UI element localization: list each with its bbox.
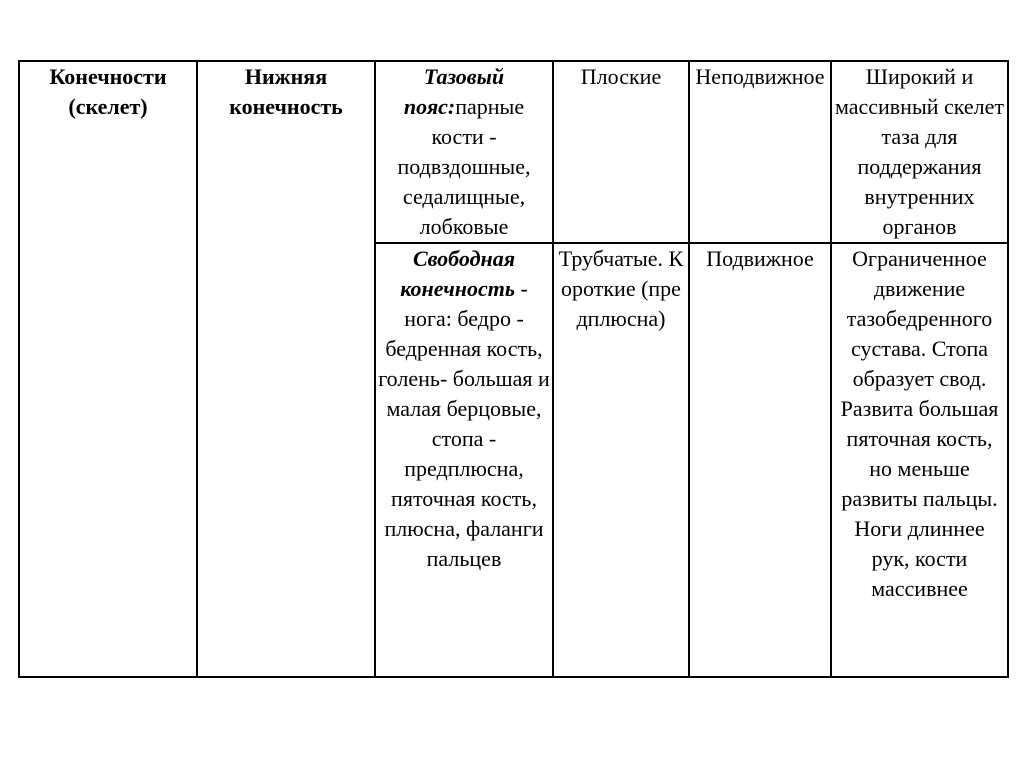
pelvic-connection-cell — [689, 61, 831, 243]
free-connection-cell — [689, 243, 831, 677]
skeleton-table — [18, 60, 1009, 678]
free-limb-title: Свободная конечность — [400, 246, 516, 301]
pelvic-girdle-cell — [375, 61, 553, 243]
free-connection: Подвижное — [706, 246, 814, 271]
free-bone-type: Трубчатые. Короткие (предплюсна) — [558, 246, 684, 331]
free-features: Ограниченное движение тазобедренного сустава. Стопа образует свод. Развита большая пяточная кость, но меньше развиты пальцы. Ноги длиннее рук, кости массивнее — [840, 246, 999, 601]
pelvic-girdle-title: Тазовый пояс: — [403, 64, 505, 119]
pelvic-features-cell — [831, 61, 1008, 243]
lower-limb-label: Нижняя конечность — [229, 64, 343, 119]
free-features-cell — [831, 243, 1008, 677]
pelvic-bone-type: Плоские — [580, 64, 662, 89]
pelvic-bone-type-cell — [553, 61, 689, 243]
pelvic-connection: Неподвижное — [695, 64, 825, 89]
free-limb-cell — [375, 243, 553, 677]
lower-limb-cell — [197, 61, 375, 677]
free-limb-desc: - нога: бедро - бедренная кость, голень- большая и малая берцовые, стопа - предплюсна, пяточная кость, плюсна, фаланги пальцев — [378, 276, 550, 571]
pelvic-features: Широкий и массивный скелет таза для поддержания внутренних органов — [834, 64, 1005, 239]
free-bone-type-cell — [553, 243, 689, 677]
limbs-cell — [19, 61, 197, 677]
pelvic-girdle-desc: парные кости - подвздошные, седалищные, лобковые — [397, 94, 531, 239]
table-row — [19, 61, 1008, 243]
limbs-label: Конечности (скелет) — [49, 64, 167, 119]
